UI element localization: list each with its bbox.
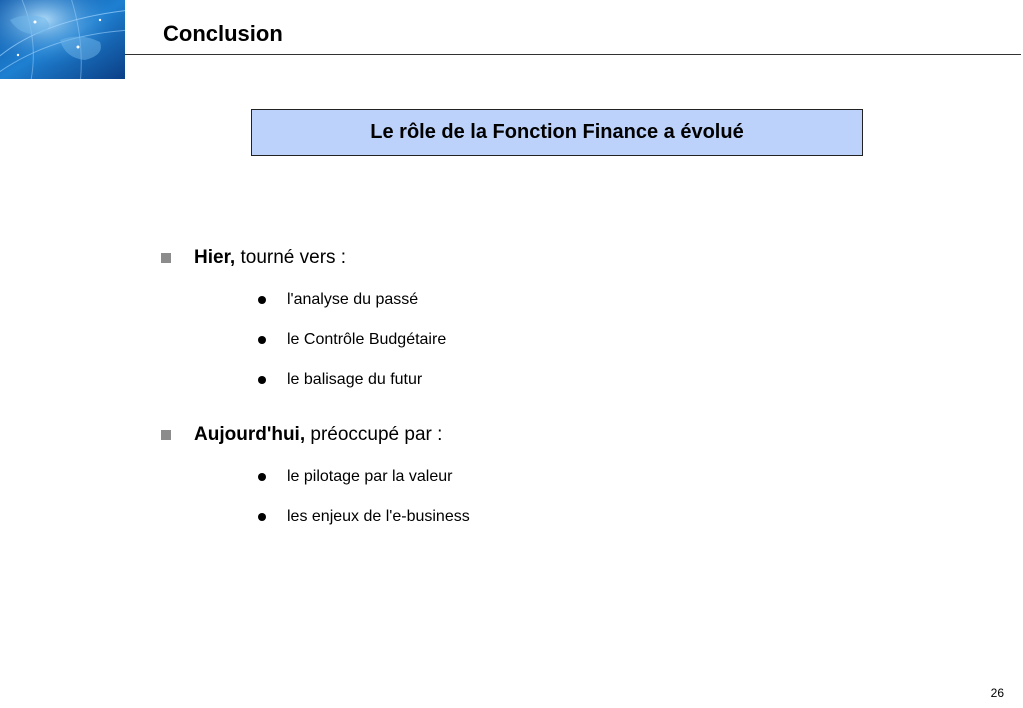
list-item-text: les enjeux de l'e-business (287, 508, 470, 525)
list-item (0, 370, 1023, 390)
list-item-text: le balisage du futur (287, 371, 423, 388)
list-item-text: l'analyse du passé (287, 291, 419, 308)
square-bullet-icon (161, 253, 171, 263)
banner-heading (251, 109, 863, 156)
title-divider (125, 54, 1021, 55)
list-item (0, 330, 1023, 350)
section-heading-bold: Aujourd'hui, (194, 424, 306, 445)
list-item-text: le pilotage par la valeur (287, 468, 453, 485)
dot-bullet-icon (258, 376, 266, 384)
list-item (0, 290, 1023, 310)
page-title: Conclusion (163, 21, 283, 46)
dot-bullet-icon (258, 336, 266, 344)
section-heading-bold: Hier, (194, 247, 236, 268)
section-heading-text: tourné vers : (240, 247, 347, 268)
section-heading-text: préoccupé par : (310, 424, 443, 445)
list-item (0, 507, 1023, 527)
list-item-text: le Contrôle Budgétaire (287, 331, 447, 348)
section-heading (194, 247, 346, 269)
banner-text: Le rôle de la Fonction Finance a évolué (370, 121, 744, 143)
dot-bullet-icon (258, 296, 266, 304)
section-heading (194, 424, 442, 446)
list-item (0, 467, 1023, 487)
dot-bullet-icon (258, 513, 266, 521)
globe-network-image (0, 0, 125, 79)
square-bullet-icon (161, 430, 171, 440)
dot-bullet-icon (258, 473, 266, 481)
page-number: 26 (990, 686, 1004, 700)
